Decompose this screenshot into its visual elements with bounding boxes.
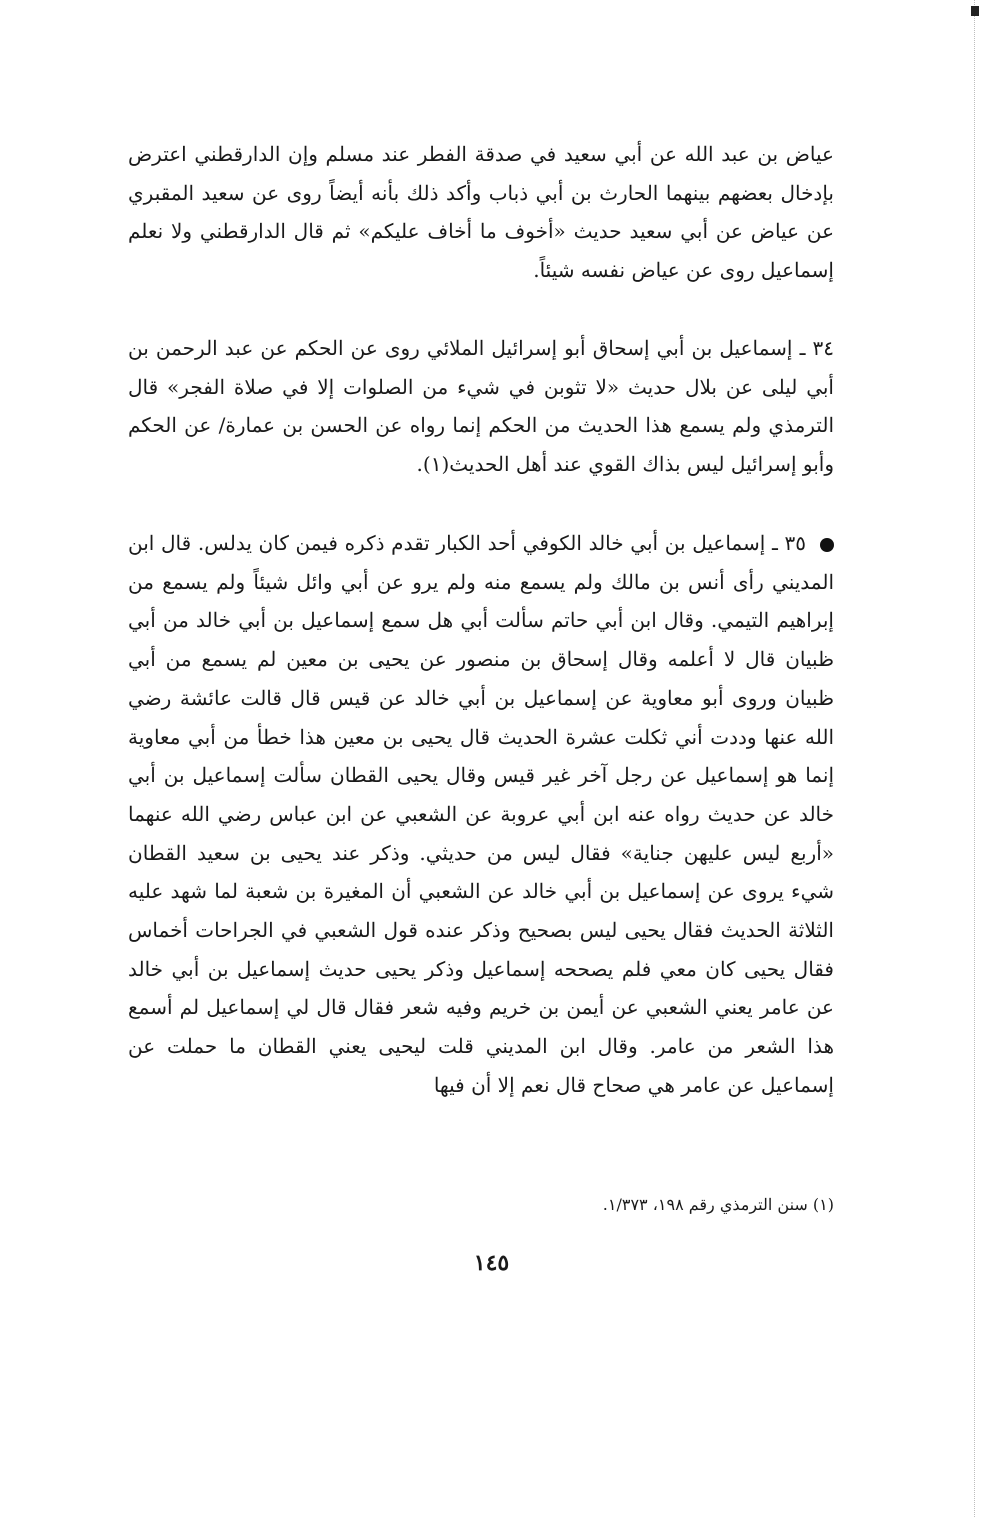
page-edge-dotted-line	[974, 0, 975, 1517]
footnote: (١) سنن الترمذي رقم ١٩٨، ١/٣٧٣.	[602, 1195, 834, 1214]
paragraph-3-wrapper	[128, 524, 834, 1105]
bullet-dot-icon	[820, 538, 834, 552]
paragraph-2-entry-34	[128, 329, 834, 484]
page-edge-mark	[971, 6, 979, 16]
page-number: ١٤٥	[473, 1250, 510, 1276]
paragraph-3-text: ٣٥ ـ إسماعيل بن أبي خالد الكوفي أحد الكبار تقدم ذكره فيمن كان يدلس. قال ابن المديني رأى أنس بن مالك ولم يسمع منه ولم يرو عن أبي وائل شيئاً ولم يسمع من إبراهيم التيمي. وقال ابن أبي حاتم سألت أبي هل سمع إسماعيل بن أبي خالد من أبي ظبيان قال لا أعلمه وقال إسحاق بن منصور عن يحيى بن معين لم يسمع من أبي ظبيان وروى أبو معاوية عن إسماعيل بن أبي خالد عن قيس قال قالت عائشة رضي الله عنها وددت أني ثكلت عشرة الحديث قال يحيى بن معين هذا خطأ من أبي معاوية إنما هو إسماعيل عن رجل آخر غير قيس وقال يحيى القطان سألت إسماعيل بن أبي خالد عن حديث رواه عنه ابن أبي عروبة عن الشعبي عن ابن عباس رضي الله عنهما «أربع ليس عليهن جناية» فقال ليس من حديثي. وذكر عند يحيى بن سعيد القطان شيء يروى عن إسماعيل بن أبي خالد عن الشعبي أن المغيرة بن شعبة لما شهد عليه الثلاثة الحديث فقال يحيى ليس بصحيح وذكر عنده قول الشعبي في الجراحات أخماس فقال يحيى كان معي فلم يصححه إسماعيل وذكر يحيى حديث إسماعيل بن أبي خالد عن عامر يعني الشعبي عن أيمن بن خريم وفيه شعر فقال قال لي إسماعيل لم أسمع هذا الشعر من عامر. وقال ابن المديني قلت ليحيى يعني القطان ما حملت عن إسماعيل عن عامر هي صحاح قال نعم إلا أن فيها	[128, 531, 834, 1097]
paragraph-2-text: ٣٤ ـ إسماعيل بن أبي إسحاق أبو إسرائيل الملائي روى عن الحكم عن عبد الرحمن بن أبي ليلى عن بلال حديث «لا تثوبن في شيء من الصلوات إلا في صلاة الفجر» قال الترمذي ولم يسمع هذا الحديث من الحكم إنما رواه عن الحسن بن عمارة/ عن الحكم وأبو إسرائيل ليس بذاك القوي عند أهل الحديث(١).	[128, 336, 835, 477]
paragraph-1-text: عياض بن عبد الله عن أبي سعيد في صدقة الفطر عند مسلم وإن الدارقطني اعترض بإدخال بعضهم بينهما الحارث بن أبي ذباب وأكد ذلك بأنه أيضاً روى عن سعيد المقبري عن عياض عن أبي سعيد حديث «أخوف ما أخاف عليكم» ثم قال الدارقطني ولا نعلم إسماعيل روى عن عياض نفسه شيئاً.	[128, 142, 834, 283]
paragraph-3-entry-35	[128, 524, 834, 1105]
paragraph-1	[128, 135, 834, 290]
